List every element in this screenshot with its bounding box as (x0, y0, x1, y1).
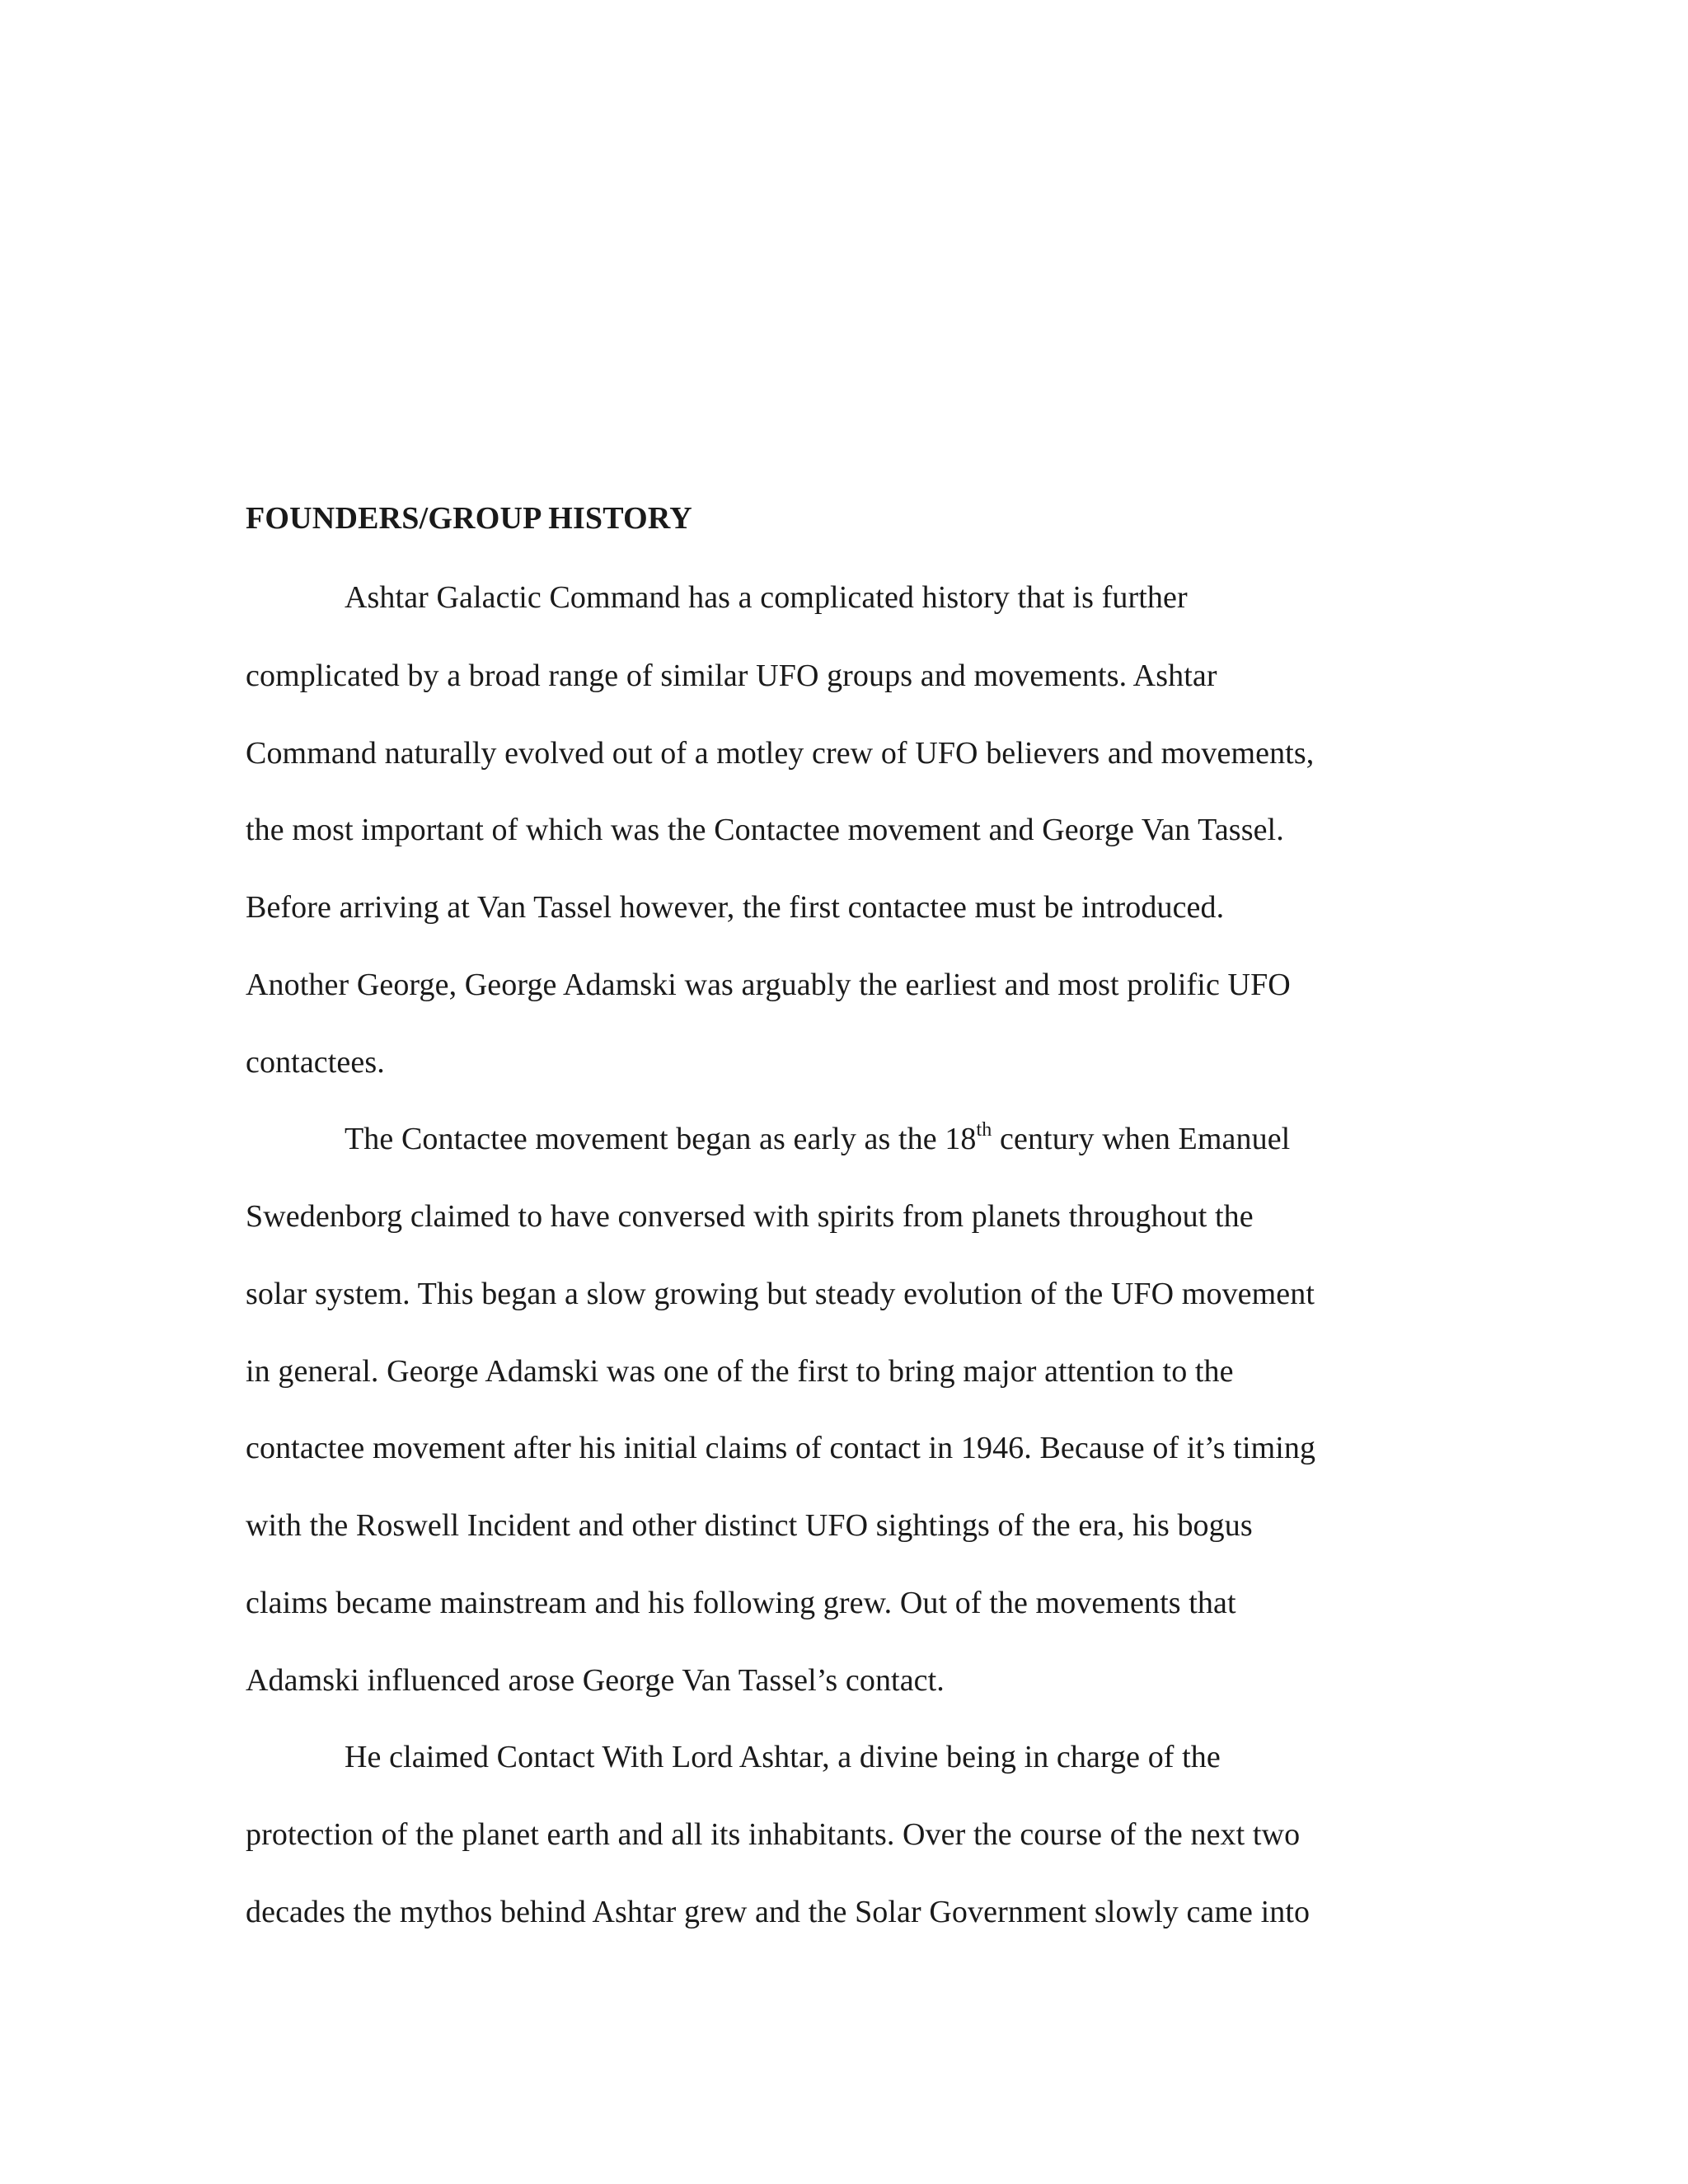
paragraph-1-line-1: Ashtar Galactic Command has a complicated history that is further (345, 580, 1188, 615)
paragraph-1-line-2: complicated by a broad range of similar UFO groups and movements. Ashtar (246, 658, 1217, 693)
paragraph-1-line-4: the most important of which was the Contactee movement and George Van Tassel. (246, 813, 1284, 847)
paragraph-1-line-6: Another George, George Adamski was arguably the earliest and most prolific UFO (246, 968, 1291, 1002)
paragraph-2-line-7: claims became mainstream and his following grew. Out of the movements that (246, 1586, 1236, 1620)
section-heading: FOUNDERS/GROUP HISTORY (246, 501, 692, 536)
paragraph-1-line-5: Before arriving at Van Tassel however, the first contactee must be introduced. (246, 890, 1225, 925)
paragraph-2-line-1-rest: century when Emanuel (992, 1122, 1291, 1156)
ordinal-superscript: th (976, 1119, 992, 1141)
paragraph-2-line-8: Adamski influenced arose George Van Tassel’s contact. (246, 1663, 945, 1698)
paragraph-2-line-1 (345, 1118, 1290, 1160)
paragraph-2-line-6: with the Roswell Incident and other distinct UFO sightings of the era, his bogus (246, 1508, 1253, 1543)
paragraph-2-line-2: Swedenborg claimed to have conversed with spirits from planets throughout the (246, 1199, 1254, 1234)
paragraph-1-line-3: Command naturally evolved out of a motley crew of UFO believers and movements, (246, 736, 1315, 771)
paragraph-2-line-4: in general. George Adamski was one of the first to bring major attention to the (246, 1354, 1234, 1389)
paragraph-2-line-5: contactee movement after his initial claims of contact in 1946. Because of it’s timing (246, 1431, 1316, 1465)
paragraph-3-line-3: decades the mythos behind Ashtar grew and the Solar Government slowly came into (246, 1895, 1311, 1929)
paragraph-1-line-7: contactees. (246, 1045, 385, 1080)
paragraph-2-line-3: solar system. This began a slow growing but steady evolution of the UFO movement (246, 1277, 1315, 1311)
paragraph-3-line-1: He claimed Contact With Lord Ashtar, a divine being in charge of the (345, 1740, 1221, 1774)
paragraph-2-line-1-text: The Contactee movement began as early as the 18 (345, 1122, 977, 1156)
paragraph-3-line-2: protection of the planet earth and all its inhabitants. Over the course of the next two (246, 1817, 1301, 1852)
